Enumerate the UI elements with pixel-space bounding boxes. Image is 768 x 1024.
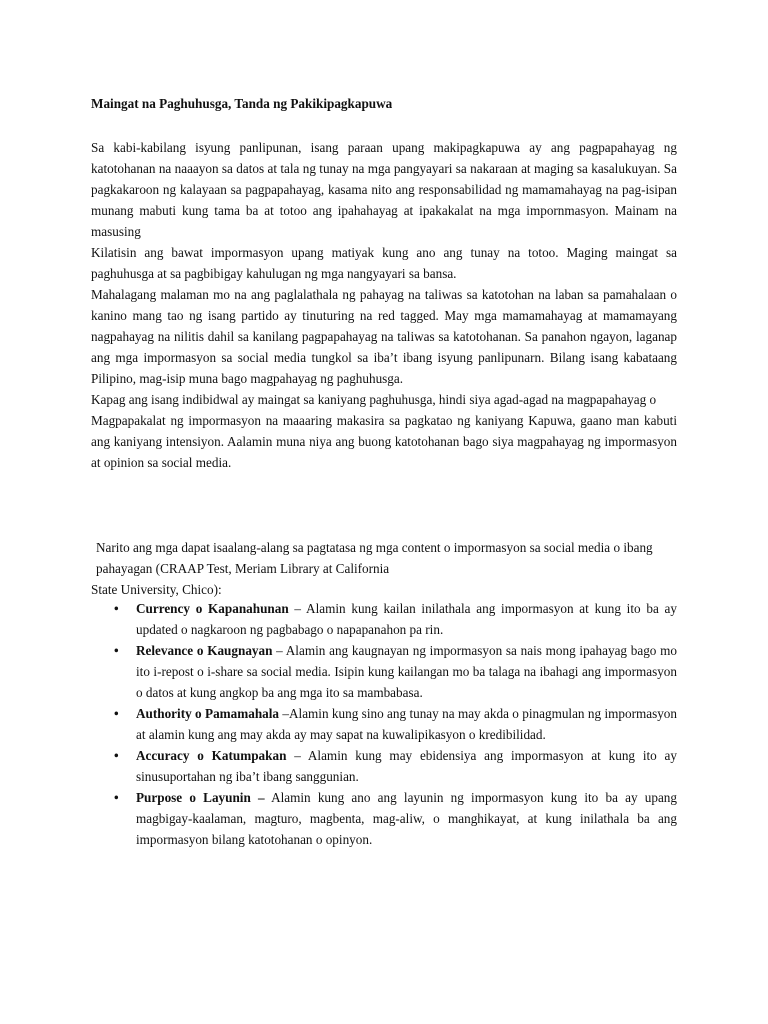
body-text [91,137,677,473]
criterion-text: – Alamin kung may ebidensiya ang impormasyon at kung ito ay sinusuportahan ng iba’t ibang sanggunian. [136,748,677,784]
criterion-text: Alamin kung ano ang layunin ng impormasyon kung ito ba ay upang magbigay-kaalaman, magturo, magbenta, mag-aliw, o manghikayat, at kung inilathala ba ang impormasyon bilang katotohanan o opinyon. [136,790,677,847]
paragraph: Mahalagang malaman mo na ang paglalathala ng pahayag na taliwas sa katotohan na laban sa pamahalaan o kanino mang tao ng isang partido ay tinuturing na red tagged. May mga mamamahayag at mamamayang nagpahayag na nilitis dahil sa kanilang pagpapahayag na taliwas sa katotohanan. Sa panahon ngayon, laganap ang mga impormasyon sa social media tungkol sa iba’t ibang isyung panlipunarn. Bilang isang kabataang Pilipino, mag-isip muna bago magpahayag ng paghuhusga. [91,287,677,386]
list-item [91,787,677,850]
criterion-text: – Alamin ang kaugnayan ng impormasyon sa nais mong ipahayag bago mo ito i-repost o i-share sa social media. Isipin kung kailangan mo ba talaga na ibahagi ang impormasyon o datos at kung angkop ba ang mga ito sa mambabasa. [136,643,677,700]
bullet-icon: • [114,601,119,616]
document-title: Maingat na Paghuhusga, Tanda ng Pakikipagkapuwa [91,96,393,111]
criteria-intro [91,537,677,600]
intro-line: Narito ang mga dapat isaalang-alang sa pagtatasa ng mga content o impormasyon sa social media o ibang pahayagan (CRAAP Test, Meriam Library at California [96,540,653,576]
paragraph: Kapag ang isang indibidwal ay maingat sa kaniyang paghuhusga, hindi siya agad-agad na magpapahayag o [91,392,657,407]
criterion-text: – Alamin kung kailan inilathala ang impormasyon at kung ito ba ay updated o nagkaroon ng pagbabago o napapanahon pa rin. [136,601,677,637]
list-item [91,598,677,640]
bullet-icon: • [114,790,119,805]
bullet-icon: • [114,643,119,658]
list-item [91,745,677,787]
criterion-term: Accuracy o Katumpakan [136,748,287,763]
intro-line: State University, Chico): [91,582,222,597]
list-item [91,640,677,703]
craap-list [91,598,677,850]
criterion-term: Relevance o Kaugnayan [136,643,273,658]
criterion-term: Purpose o Layunin – [136,790,265,805]
criterion-term: Authority o Pamamahala [136,706,280,721]
bullet-icon: • [114,748,119,763]
paragraph: Kilatisin ang bawat impormasyon upang matiyak kung ano ang tunay na totoo. Maging maingat sa paghuhusga at sa pagbibigay kahulugan ng mga nangyayari sa bansa. [91,245,677,281]
bullet-icon: • [114,706,119,721]
list-item [91,703,677,745]
criterion-text: –Alamin kung sino ang tunay na may akda o pinagmulan ng impormasyon at alamin kung ang may akda ay may sapat na kuwalipikasyon o kredibilidad. [136,706,677,742]
criterion-term: Currency o Kapanahunan [136,601,289,616]
paragraph: Magpapakalat ng impormasyon na maaaring makasira sa pagkatao ng kaniyang Kapuwa, gaano man kabuti ang kaniyang intensiyon. Aalamin muna niya ang buong katotohanan bago siya magpahayag ng impormasyon at opinion sa social media. [91,413,677,470]
paragraph: Sa kabi-kabilang isyung panlipunan, isang paraan upang makipagkapuwa ay ang pagpapahayag ng katotohanan na naaayon sa datos at tala ng tunay na mga pangyayari sa nakaraan at maging sa kasalukuyan. Sa pagkakaroon ng kalayaan sa pagpapahayag, kasama nito ang responsabilidad ng mamamahayag na pag-isipan munang mabuti kung tama ba at totoo ang ipahahayag at ipakakalat na mga impornmasyon. Mainam na masusing [91,140,677,239]
